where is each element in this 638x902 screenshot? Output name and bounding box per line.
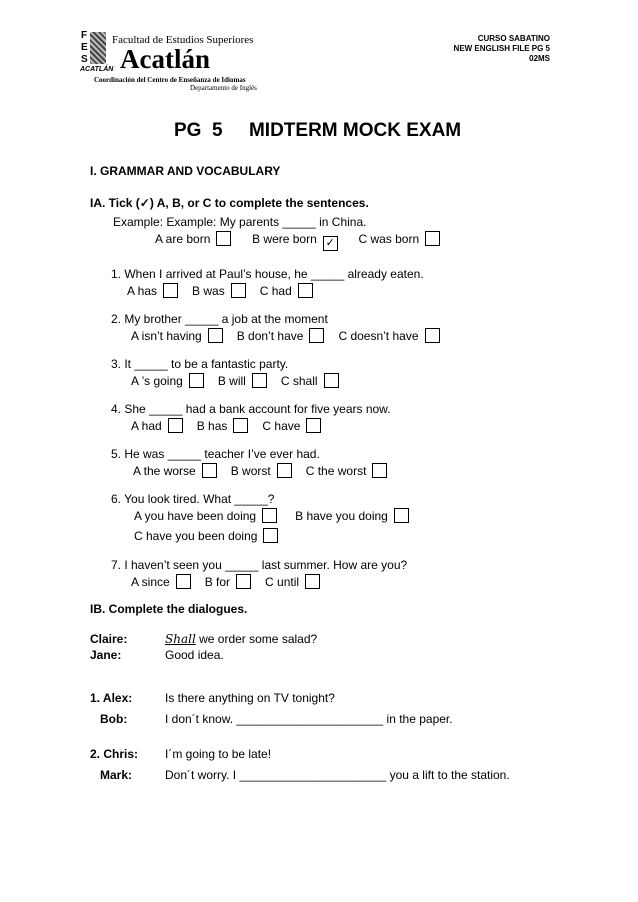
option-b: B was — [192, 283, 246, 298]
option-a: A since — [131, 574, 191, 589]
course-info — [454, 34, 550, 64]
question-options — [131, 373, 339, 388]
dialogue-line: I´m going to be late! — [165, 747, 272, 761]
dialogue-line[interactable]: I don´t know. ______________________ in the paper. — [165, 712, 453, 726]
checkbox[interactable] — [306, 418, 321, 433]
checkbox[interactable] — [425, 328, 440, 343]
option-c: C had — [260, 283, 313, 298]
checkbox[interactable] — [233, 418, 248, 433]
speaker: Bob: — [100, 712, 128, 726]
checkbox[interactable] — [176, 574, 191, 589]
coordination-name: Coordinación del Centro de Enseñanza de Idiomas — [94, 76, 246, 84]
example-sentence: Example: Example: My parents _____ in China. — [113, 215, 367, 229]
logo-crest — [80, 30, 114, 78]
option-c: C doesn’t have — [338, 328, 439, 343]
checkbox[interactable] — [189, 373, 204, 388]
option-b: B have you doing — [295, 508, 409, 523]
logo-letter-s: S — [81, 54, 88, 65]
logo-letter-f: F — [81, 30, 88, 41]
option-b: B for — [205, 574, 251, 589]
checkbox[interactable] — [216, 231, 231, 246]
option-b: B has — [197, 418, 249, 433]
option-a: A had — [131, 418, 183, 433]
checkbox[interactable] — [277, 463, 292, 478]
question-sentence: 5. He was _____ teacher I’ve ever had. — [111, 447, 320, 461]
question-sentence: 1. When I arrived at Paul’s house, he _____ already eaten. — [111, 267, 424, 281]
question-options — [131, 574, 320, 589]
option-a: A isn’t having — [131, 328, 223, 343]
option-c: C have — [262, 418, 321, 433]
dialogue-line: Shall we order some salad? — [165, 632, 318, 646]
speaker: 1. Alex: — [90, 691, 133, 705]
checkbox[interactable] — [324, 373, 339, 388]
checkbox-checked[interactable]: ✓ — [323, 236, 338, 251]
question-options — [131, 328, 440, 343]
faculty-name: Facultad de Estudios Superiores — [112, 34, 254, 46]
section-instructions: IA. Tick (✓) A, B, or C to complete the sentences. — [90, 196, 369, 210]
department-name: Departamento de Inglés — [190, 84, 257, 92]
option-b: B worst — [231, 463, 292, 478]
speaker: Claire: — [90, 632, 128, 646]
speaker: 2. Chris: — [90, 747, 139, 761]
option-c: C the worst — [306, 463, 388, 478]
checkbox[interactable] — [425, 231, 440, 246]
checkbox[interactable] — [208, 328, 223, 343]
option-a: A ’s going — [131, 373, 204, 388]
crest-emblem-icon — [90, 32, 106, 64]
option-a: A the worse — [133, 463, 217, 478]
logo-letter-e: E — [81, 42, 88, 53]
option-c: C have you been doing — [134, 528, 278, 543]
option-a: A has — [127, 283, 178, 298]
checkbox[interactable] — [263, 528, 278, 543]
checkbox[interactable] — [305, 574, 320, 589]
question-options — [134, 508, 409, 523]
question-options — [127, 283, 313, 298]
question-options — [134, 528, 278, 543]
course-line: NEW ENGLISH FILE PG 5 — [453, 44, 550, 53]
checkbox[interactable] — [252, 373, 267, 388]
campus-name: Acatlán — [120, 44, 210, 74]
question-sentence: 7. I haven’t seen you _____ last summer. How are you? — [111, 558, 408, 572]
question-sentence: 4. She _____ had a bank account for five years now. — [111, 402, 391, 416]
checkbox[interactable] — [231, 283, 246, 298]
question-options — [131, 418, 321, 433]
example-options — [155, 231, 440, 251]
checkbox[interactable] — [168, 418, 183, 433]
section-heading: I. GRAMMAR AND VOCABULARY — [90, 164, 281, 178]
dialogue-line: Is there anything on TV tonight? — [165, 691, 335, 705]
option-b: B were born ✓ — [252, 232, 338, 251]
option-b: B don’t have — [237, 328, 325, 343]
checkbox[interactable] — [262, 508, 277, 523]
option-c: C was born — [358, 231, 440, 246]
question-sentence: 3. It _____ to be a fantastic party. — [111, 357, 289, 371]
page-title: PG 5 MIDTERM MOCK EXAM — [174, 120, 462, 141]
section-instructions: IB. Complete the dialogues. — [90, 602, 248, 616]
course-line: CURSO SABATINO — [477, 34, 550, 43]
option-c: C until — [265, 574, 320, 589]
option-b: B will — [218, 373, 267, 388]
option-a: A are born — [155, 231, 231, 246]
dialogue-line: Good idea. — [165, 648, 224, 662]
checkbox[interactable] — [394, 508, 409, 523]
option-a: A you have been doing — [134, 508, 277, 523]
example-answer: Shall — [165, 632, 196, 646]
checkbox[interactable] — [236, 574, 251, 589]
option-c: C shall — [281, 373, 339, 388]
checkbox[interactable] — [309, 328, 324, 343]
question-options — [133, 463, 387, 478]
dialogue-line[interactable]: Don´t worry. I ______________________ you a lift to the station. — [165, 768, 510, 782]
checkbox[interactable] — [372, 463, 387, 478]
question-sentence: 2. My brother _____ a job at the moment — [111, 312, 328, 326]
checkbox[interactable] — [298, 283, 313, 298]
speaker: Mark: — [100, 768, 133, 782]
checkbox[interactable] — [202, 463, 217, 478]
checkbox[interactable] — [163, 283, 178, 298]
question-sentence: 6. You look tired. What _____? — [111, 492, 275, 506]
logo-bottom-text: ACATLÁN — [80, 66, 114, 73]
logo — [80, 30, 257, 92]
speaker: Jane: — [90, 648, 122, 662]
course-line: 02MS — [529, 54, 550, 63]
